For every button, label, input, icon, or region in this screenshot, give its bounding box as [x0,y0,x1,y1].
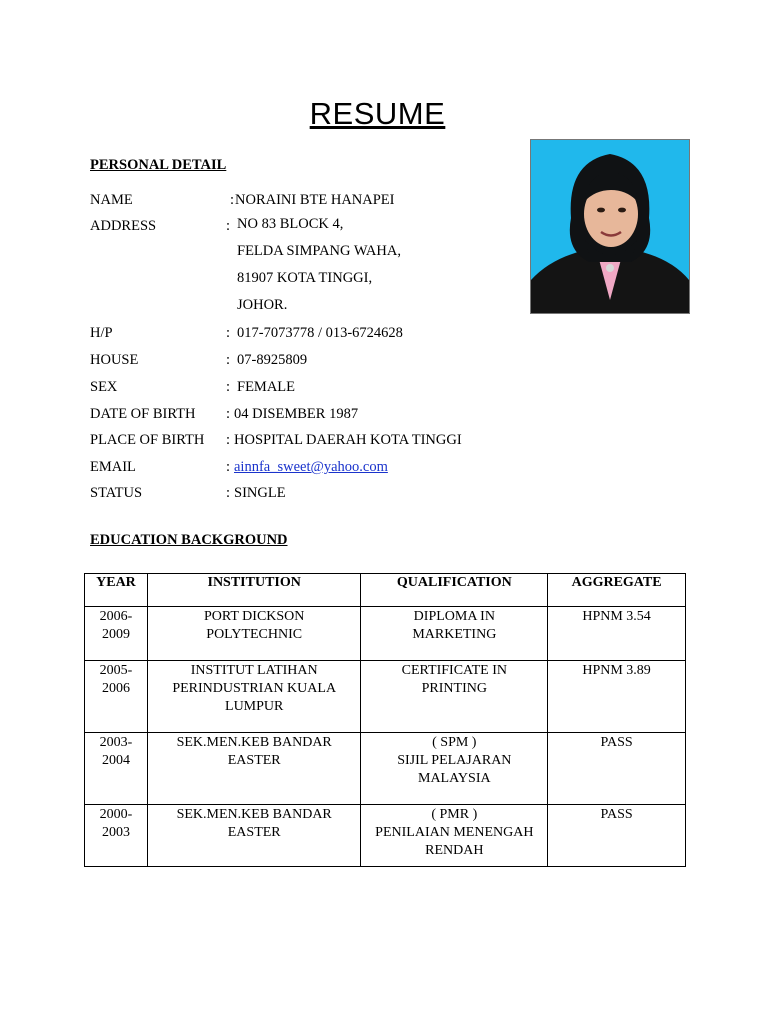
aggregate-cell: PASS [548,805,686,867]
dob-label: DATE OF BIRTH [90,406,196,422]
education-header-row [85,574,686,607]
institution-cell: INSTITUT LATIHAN PERINDUSTRIAN KUALA LUMPUR [147,661,361,733]
address-line-2: FELDA SIMPANG WAHA, [237,243,401,259]
pob-separator: : [226,432,231,448]
name-value: NORAINI BTE HANAPEI [235,192,395,208]
name-label: NAME [90,192,133,208]
house-label: HOUSE [90,352,139,368]
year-cell: 2000- 2003 [85,805,148,867]
profile-photo [530,139,690,314]
year-cell: 2006- 2009 [85,607,148,661]
hp-label: H/P [90,325,113,341]
house-separator: : [226,352,231,368]
table-row [85,733,686,805]
dob-separator: : [226,406,231,422]
column-header-qualification: QUALIFICATION [361,574,548,607]
address-line-1: NO 83 BLOCK 4, [237,216,344,232]
pob-value: HOSPITAL DAERAH KOTA TINGGI [234,432,462,448]
sex-value: FEMALE [237,379,295,395]
table-row [85,607,686,661]
sex-separator: : [226,379,231,395]
address-label: ADDRESS [90,218,157,234]
hp-separator: : [226,325,231,341]
aggregate-cell: HPNM 3.89 [548,661,686,733]
sex-label: SEX [90,379,118,395]
address-line-4: JOHOR. [237,297,288,313]
qualification-cell: ( SPM ) SIJIL PELAJARAN MALAYSIA [361,733,548,805]
qualification-cell: DIPLOMA IN MARKETING [361,607,548,661]
email-link[interactable]: ainnfa_sweet@yahoo.com [234,459,388,475]
qualification-cell: ( PMR ) PENILAIAN MENENGAH RENDAH [361,805,548,867]
house-value: 07-8925809 [237,352,308,368]
education-table [84,573,686,867]
address-separator: : [226,218,231,234]
hp-value: 017-7073778 / 013-6724628 [237,325,403,341]
personal-detail-heading: PERSONAL DETAIL [90,157,227,173]
name-separator: : [230,192,235,208]
email-label: EMAIL [90,459,136,475]
status-value: SINGLE [234,485,286,501]
institution-cell: SEK.MEN.KEB BANDAR EASTER [147,733,361,805]
dob-value: 04 DISEMBER 1987 [234,406,359,422]
institution-cell: SEK.MEN.KEB BANDAR EASTER [147,805,361,867]
column-header-aggregate: AGGREGATE [548,574,686,607]
year-cell: 2005- 2006 [85,661,148,733]
status-label: STATUS [90,485,143,501]
address-line-3: 81907 KOTA TINGGI, [237,270,373,286]
pob-label: PLACE OF BIRTH [90,432,205,448]
column-header-institution: INSTITUTION [147,574,361,607]
aggregate-cell: PASS [548,733,686,805]
year-cell: 2003- 2004 [85,733,148,805]
table-row [85,661,686,733]
status-separator: : [226,485,231,501]
qualification-cell: CERTIFICATE IN PRINTING [361,661,548,733]
column-header-year: YEAR [85,574,148,607]
table-row [85,805,686,867]
resume-title: RESUME [309,96,446,131]
education-heading: EDUCATION BACKGROUND [90,532,288,548]
institution-cell: PORT DICKSON POLYTECHNIC [147,607,361,661]
aggregate-cell: HPNM 3.54 [548,607,686,661]
email-separator: : [226,459,231,475]
